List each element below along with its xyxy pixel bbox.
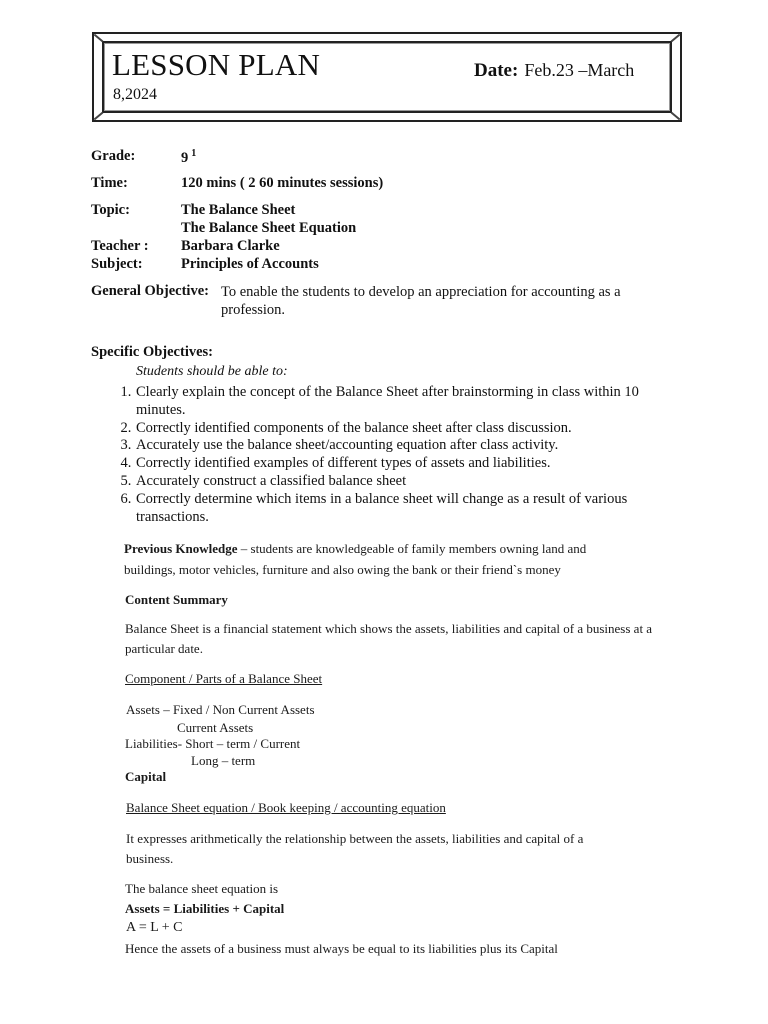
list-item: 3. Accurately use the balance sheet/accounting equation after class activity. [135, 437, 669, 455]
liabilities-line: Liabilities- Short – term / Current [125, 736, 301, 751]
equation-text: It expresses arithmetically the relationship between the assets, liabilities and capital of a business. [126, 831, 584, 866]
specific-objectives-list [91, 384, 669, 526]
equation-hence: Hence the assets of a business must always be equal to its liabilities plus its Capital [125, 941, 558, 956]
topic-line-1: The Balance Sheet [181, 202, 296, 218]
grade-superscript: 1 [191, 148, 197, 159]
general-objective-text: To enable the students to develop an appreciation for accounting as a profession. [221, 284, 621, 318]
topic-label: Topic: [91, 202, 130, 218]
frame-corner [671, 112, 681, 121]
previous-knowledge-label: Previous Knowledge [124, 541, 238, 556]
assets-line: Assets – Fixed / Non Current Assets [126, 702, 315, 717]
current-assets: Current Assets [177, 720, 254, 735]
date-value: Feb.23 –March [524, 60, 635, 80]
components-title: Component / Parts of a Balance Sheet [125, 671, 323, 686]
teacher-label: Teacher : [91, 238, 149, 254]
list-item: 1. Clearly explain the concept of the Balance Sheet after brainstorming in class within 10 minutes. [135, 384, 669, 420]
time-row [91, 175, 384, 192]
subject-value: Principles of Accounts [181, 256, 319, 272]
long-term: Long – term [191, 753, 256, 768]
date [474, 60, 634, 82]
list-item: 6. Correctly determine which items in a balance sheet will change as a result of various transactions. [135, 491, 669, 527]
topic-line-2: The Balance Sheet Equation [181, 220, 357, 236]
teacher-row [91, 238, 280, 255]
topic-row [91, 202, 296, 219]
subject-row [91, 256, 319, 273]
teacher-value: Barbara Clarke [181, 238, 280, 254]
frame-corner [94, 112, 104, 121]
grade-number: 9 [181, 149, 189, 166]
previous-knowledge [124, 538, 614, 580]
content-summary-title: Content Summary [125, 592, 228, 607]
previous-knowledge-text: – students are knowledgeable of family members owning land and buildings, motor vehicles, furniture and also owing the bank or their friend`s money [124, 541, 587, 577]
frame-corner [94, 34, 104, 43]
grade-label: Grade: [91, 148, 136, 164]
equation-formula: Assets = Liabilities + Capital [125, 901, 285, 916]
subject-label: Subject: [91, 256, 143, 272]
specific-objectives-label: Specific Objectives: [91, 344, 214, 360]
list-item: 5. Accurately construct a classified balance sheet [135, 473, 669, 491]
date-label: Date: [474, 60, 519, 81]
specific-objectives-intro: Students should be able to: [136, 364, 288, 379]
grade-value [181, 148, 196, 167]
frame-corner [671, 34, 681, 43]
time-label: Time: [91, 175, 128, 191]
capital: Capital [125, 769, 167, 784]
equation-abbreviated: A = L + C [126, 920, 183, 935]
equation-title: Balance Sheet equation / Book keeping / accounting equation [126, 800, 446, 815]
list-item: 4. Correctly identified examples of different types of assets and liabilities. [135, 455, 669, 473]
date-continued: 8,2024 [113, 86, 157, 103]
grade-row [91, 148, 197, 166]
time-value: 120 mins ( 2 60 minutes sessions) [181, 175, 384, 191]
equation-intro: The balance sheet equation is [125, 881, 279, 896]
general-objective-label: General Objective: [91, 283, 209, 299]
content-summary-text: Balance Sheet is a financial statement which shows the assets, liabilities and capital of a business at a particular date. [125, 621, 653, 656]
page-title: LESSON PLAN [112, 47, 321, 82]
list-item: 2. Correctly identified components of the balance sheet after class discussion. [135, 420, 669, 438]
